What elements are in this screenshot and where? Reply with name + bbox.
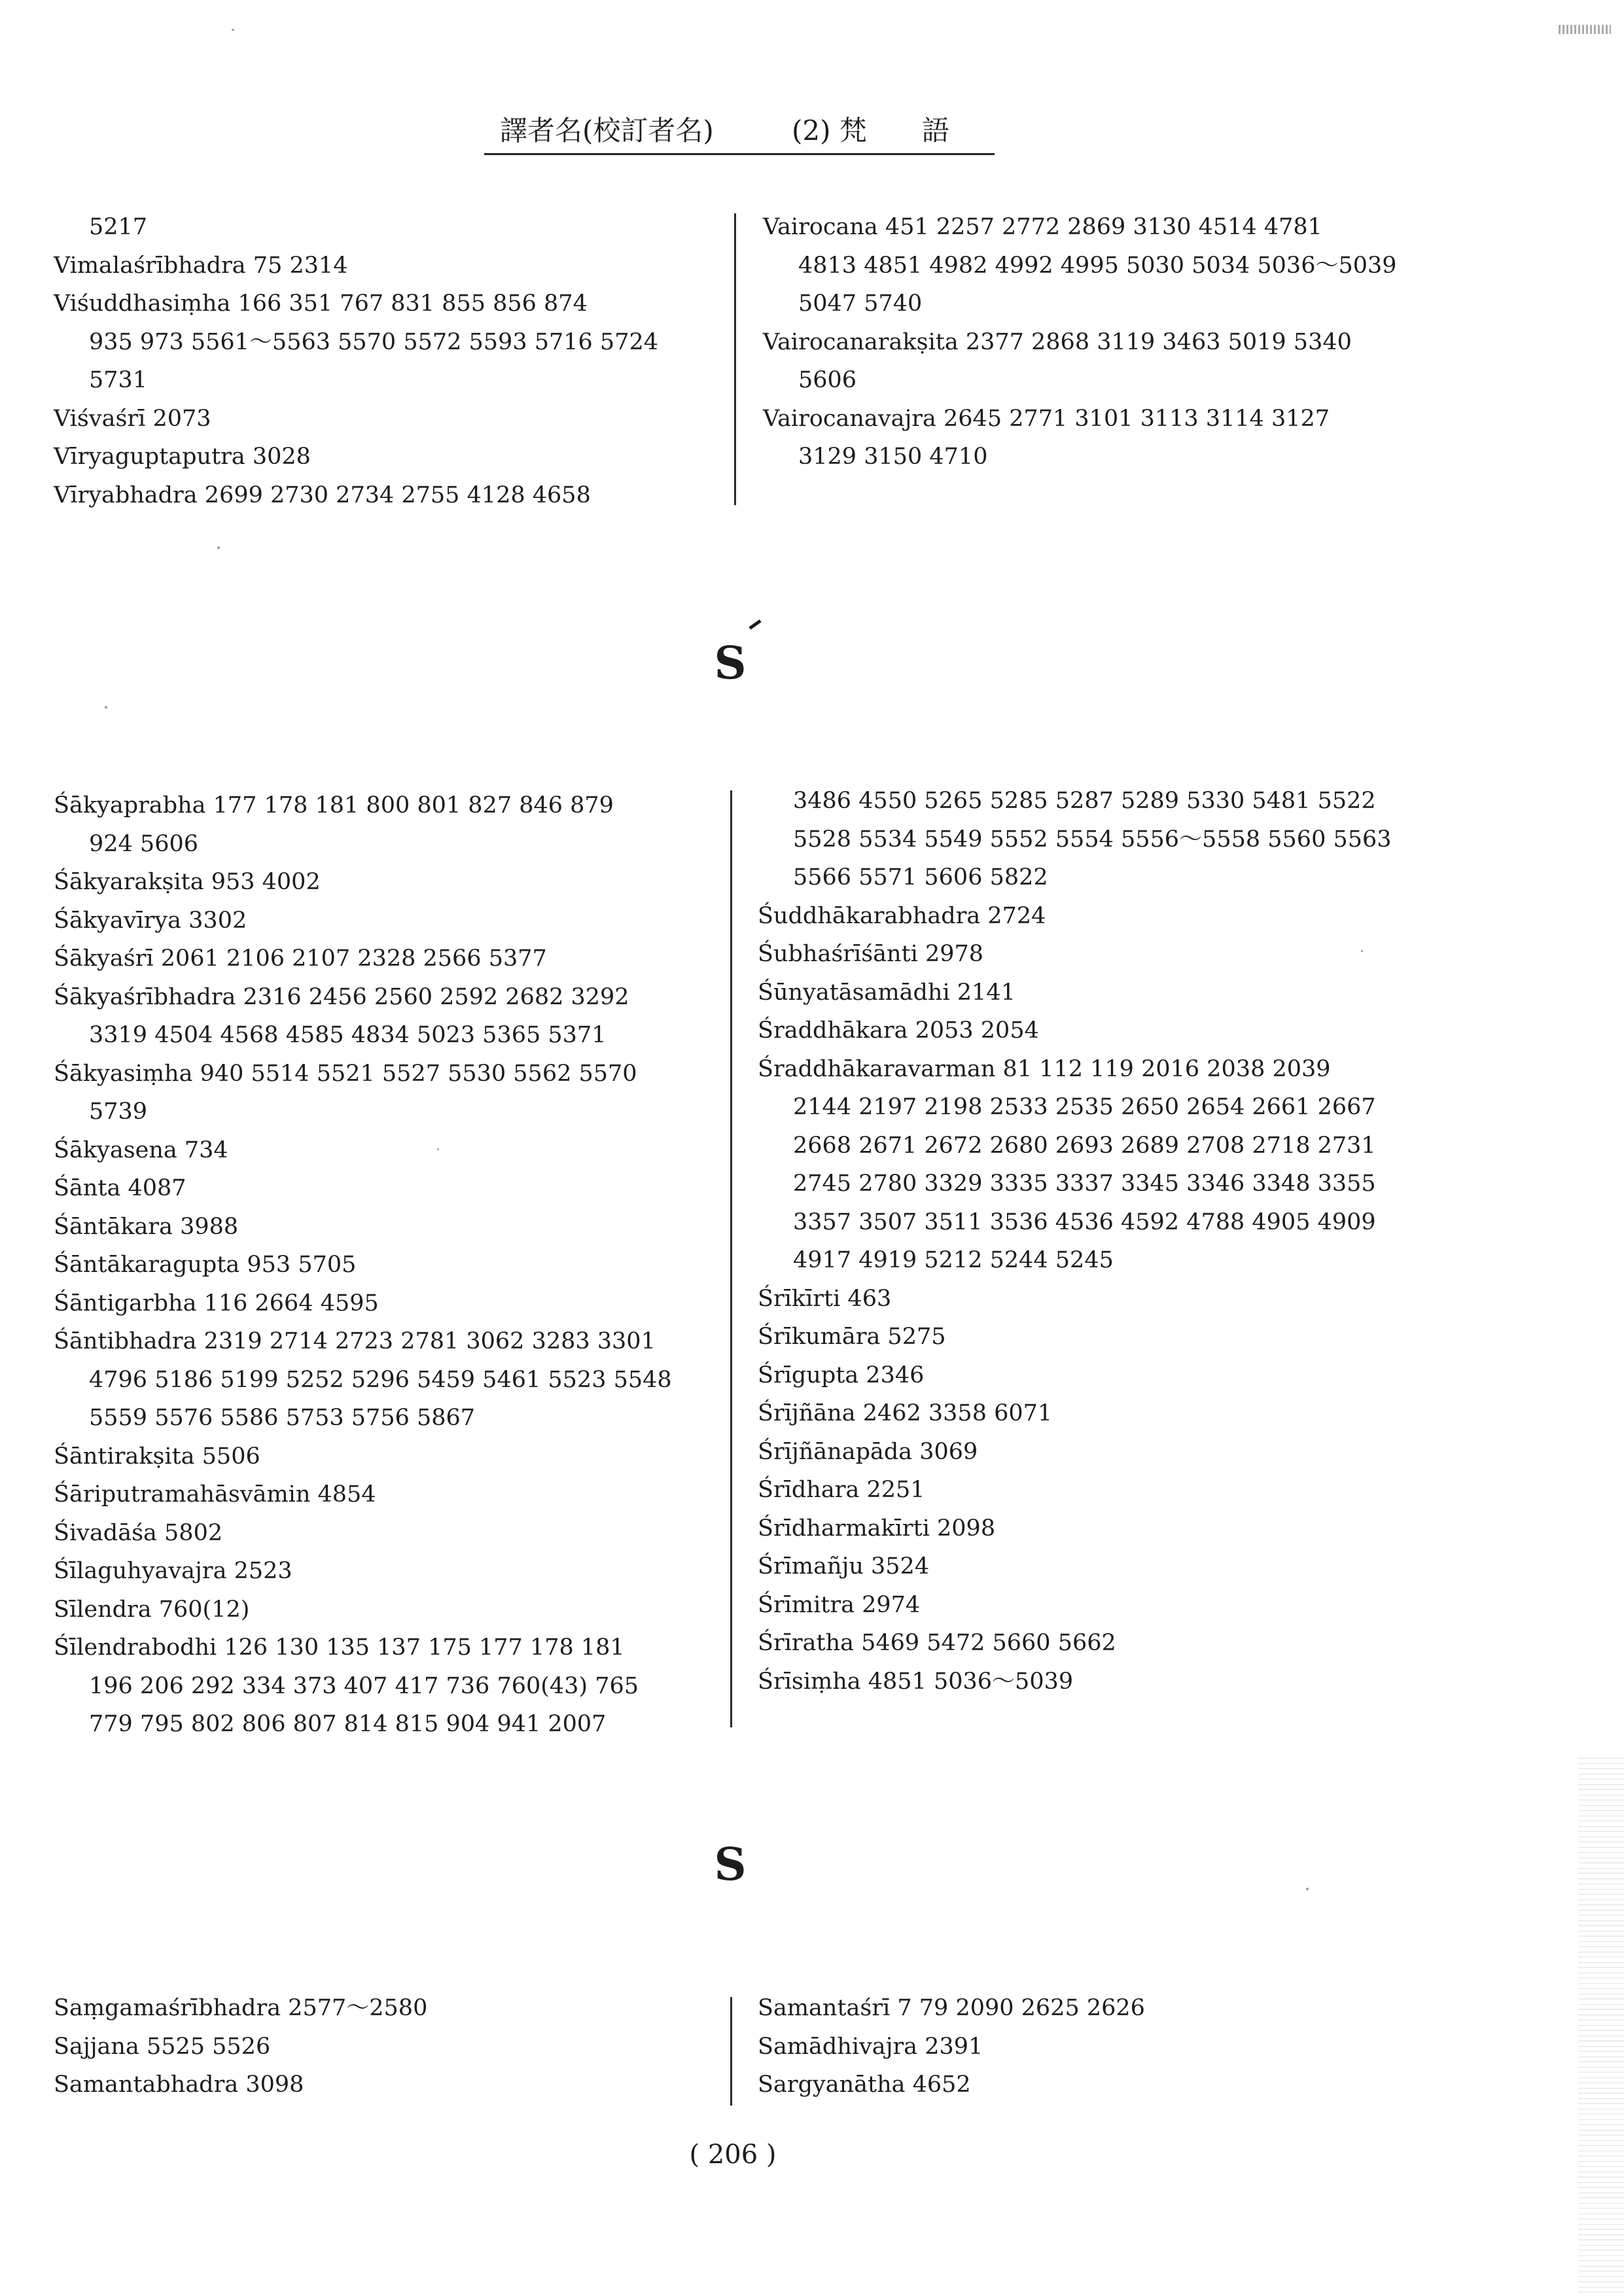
index-entry: Vīryabhadra 2699 2730 2734 2755 4128 4658	[54, 482, 591, 508]
v-right-column	[763, 208, 1483, 476]
index-entry-continuation: 5606	[798, 367, 857, 393]
index-entry: Śāntākara 3988	[54, 1213, 239, 1240]
index-entry: Vairocana 451 2257 2772 2869 3130 4514 4781	[763, 214, 1322, 240]
index-entry: Sīlendra 760(12)	[54, 1596, 250, 1623]
scan-artifact	[1559, 25, 1611, 34]
index-entry: Śāntigarbha 116 2664 4595	[54, 1290, 379, 1316]
index-entry: Viśuddhasiṃha 166 351 767 831 855 856 874	[54, 291, 588, 317]
index-entry: Śāntākaragupta 953 5705	[54, 1252, 357, 1278]
index-entry: Samantaśrī 7 79 2090 2625 2626	[758, 1995, 1145, 2021]
index-entry-continuation: 3486 4550 5265 5285 5287 5289 5330 5481 5522	[793, 788, 1376, 814]
index-entry: Śākyasiṃha 940 5514 5521 5527 5530 5562 5570	[54, 1060, 637, 1087]
index-entry-continuation: 5528 5534 5549 5552 5554 5556～5558 5560 5563	[793, 826, 1392, 853]
index-entry-continuation: 935 973 5561～5563 5570 5572 5593 5716 5724	[89, 328, 658, 355]
index-entry: Śākyavīrya 3302	[54, 907, 247, 934]
index-entry-continuation: 5739	[89, 1099, 148, 1125]
page-number: ( 206 )	[689, 2140, 777, 2170]
running-header	[484, 110, 995, 155]
index-entry: Śivadāśa 5802	[54, 1519, 223, 1546]
index-entry-continuation: 2144 2197 2198 2533 2535 2650 2654 2661 2667	[793, 1094, 1376, 1120]
index-entry: Śūnyatāsamādhi 2141	[758, 979, 1015, 1006]
section-heading-s-acute	[691, 637, 769, 690]
index-entry-continuation: 196 206 292 334 373 407 417 736 760(43) 765	[89, 1672, 639, 1699]
s-left-column	[54, 1989, 721, 2104]
index-entry: Śānta 4087	[54, 1175, 186, 1201]
index-entry: Sajjana 5525 5526	[54, 2033, 271, 2060]
index-entry: Vairocanavajra 2645 2771 3101 3113 3114 3127	[763, 405, 1330, 432]
index-entry-continuation: 5566 5571 5606 5822	[793, 864, 1048, 891]
index-entry: Śuddhākarabhadra 2724	[758, 902, 1046, 929]
column-divider	[730, 790, 732, 1727]
index-entry: Saṃgamaśrībhadra 2577～2580	[54, 1995, 428, 2021]
index-entry-continuation: 4917 4919 5212 5244 5245	[793, 1247, 1114, 1273]
column-divider	[730, 1997, 732, 2106]
s-acute-left-column	[54, 786, 721, 1744]
index-entry-continuation: 3129 3150 4710	[798, 444, 988, 470]
index-entry: Śrījñāna 2462 3358 6071	[758, 1400, 1053, 1426]
index-entry: Vairocanarakṣita 2377 2868 3119 3463 5019 5340	[763, 328, 1352, 355]
index-entry-continuation: 4813 4851 4982 4992 4995 5030 5034 5036～5039	[798, 252, 1397, 279]
index-entry: Vīryaguptaputra 3028	[54, 444, 311, 470]
index-entry: Śrīkīrti 463	[758, 1285, 892, 1312]
index-entry: Śrīmitra 2974	[758, 1591, 921, 1618]
index-entry-continuation: 779 795 802 806 807 814 815 904 941 2007	[89, 1711, 607, 1737]
acute-accent-mark	[749, 620, 762, 630]
scan-speck	[437, 1148, 439, 1150]
index-entry: Śākyaśrībhadra 2316 2456 2560 2592 2682 3292	[54, 983, 629, 1010]
scan-speck	[1361, 950, 1363, 952]
index-entry: Śrīmañju 3524	[758, 1553, 930, 1580]
index-entry: Viśvaśrī 2073	[54, 405, 211, 432]
index-entry-continuation: 3357 3507 3511 3536 4536 4592 4788 4905 4909	[793, 1209, 1376, 1235]
index-entry: Śāntibhadra 2319 2714 2723 2781 3062 3283 3301	[54, 1328, 656, 1354]
section-letter: S	[714, 637, 747, 690]
index-entry: Śrīkumāra 5275	[758, 1324, 946, 1350]
scan-speck	[232, 29, 234, 31]
index-entry-continuation: 5559 5576 5586 5753 5756 5867	[89, 1405, 476, 1431]
index-entry-continuation: 2668 2671 2672 2680 2693 2689 2708 2718 2731	[793, 1132, 1376, 1159]
index-entry-continuation: 5217	[89, 214, 148, 240]
scan-speck	[1306, 1888, 1309, 1890]
index-entry-continuation: 5047 5740	[798, 291, 923, 317]
section-heading-s	[691, 1839, 769, 1891]
scan-speck	[217, 546, 220, 549]
index-entry-continuation: 2745 2780 3329 3335 3337 3345 3346 3348 3355	[793, 1171, 1376, 1197]
v-left-column	[54, 208, 721, 514]
scan-edge-noise	[1578, 1754, 1624, 2296]
scan-speck	[105, 706, 107, 709]
s-acute-right-column	[758, 782, 1491, 1701]
index-entry: Śrījñānapāda 3069	[758, 1438, 978, 1465]
index-entry: Śākyasena 734	[54, 1137, 228, 1163]
index-entry-continuation: 3319 4504 4568 4585 4834 5023 5365 5371	[89, 1022, 607, 1048]
index-entry: Śākyaśrī 2061 2106 2107 2328 2566 5377	[54, 945, 547, 972]
index-entry: Sargyanātha 4652	[758, 2072, 971, 2098]
index-entry: Samantabhadra 3098	[54, 2072, 304, 2098]
index-entry: Śrīsiṃha 4851 5036～5039	[758, 1668, 1074, 1695]
index-entry-continuation: 924 5606	[89, 830, 199, 857]
s-right-column	[758, 1989, 1491, 2104]
index-entry: Śrīgupta 2346	[758, 1362, 925, 1388]
header-title: 譯者名(校訂者名)	[500, 115, 714, 147]
index-entry: Śraddhākaravarman 81 112 119 2016 2038 2039	[758, 1055, 1331, 1082]
index-entry: Śrīratha 5469 5472 5660 5662	[758, 1630, 1116, 1656]
index-entry-continuation: 5731	[89, 367, 148, 393]
index-entry: Śīlaguhyavajra 2523	[54, 1558, 292, 1584]
index-entry: Śubhaśrīśānti 2978	[758, 941, 984, 967]
index-entry: Śraddhākara 2053 2054	[758, 1017, 1039, 1044]
index-entry: Śīlendrabodhi 126 130 135 137 175 177 178 181	[54, 1634, 625, 1661]
index-entry: Śākyarakṣita 953 4002	[54, 869, 321, 895]
header-part-label: (2) 梵 語	[792, 115, 949, 147]
index-entry: Śākyaprabha 177 178 181 800 801 827 846 879	[54, 792, 614, 819]
index-entry-continuation: 4796 5186 5199 5252 5296 5459 5461 5523 5548	[89, 1366, 672, 1393]
index-entry: Samādhivajra 2391	[758, 2033, 983, 2060]
column-divider	[734, 213, 736, 505]
index-entry: Śrīdharmakīrti 2098	[758, 1515, 996, 1542]
index-entry: Śāriputramahāsvāmin 4854	[54, 1481, 376, 1508]
index-entry: Śāntirakṣita 5506	[54, 1443, 260, 1470]
section-letter: S	[714, 1839, 747, 1891]
index-entry: Vimalaśrībhadra 75 2314	[54, 252, 348, 279]
index-entry: Śrīdhara 2251	[758, 1477, 925, 1503]
